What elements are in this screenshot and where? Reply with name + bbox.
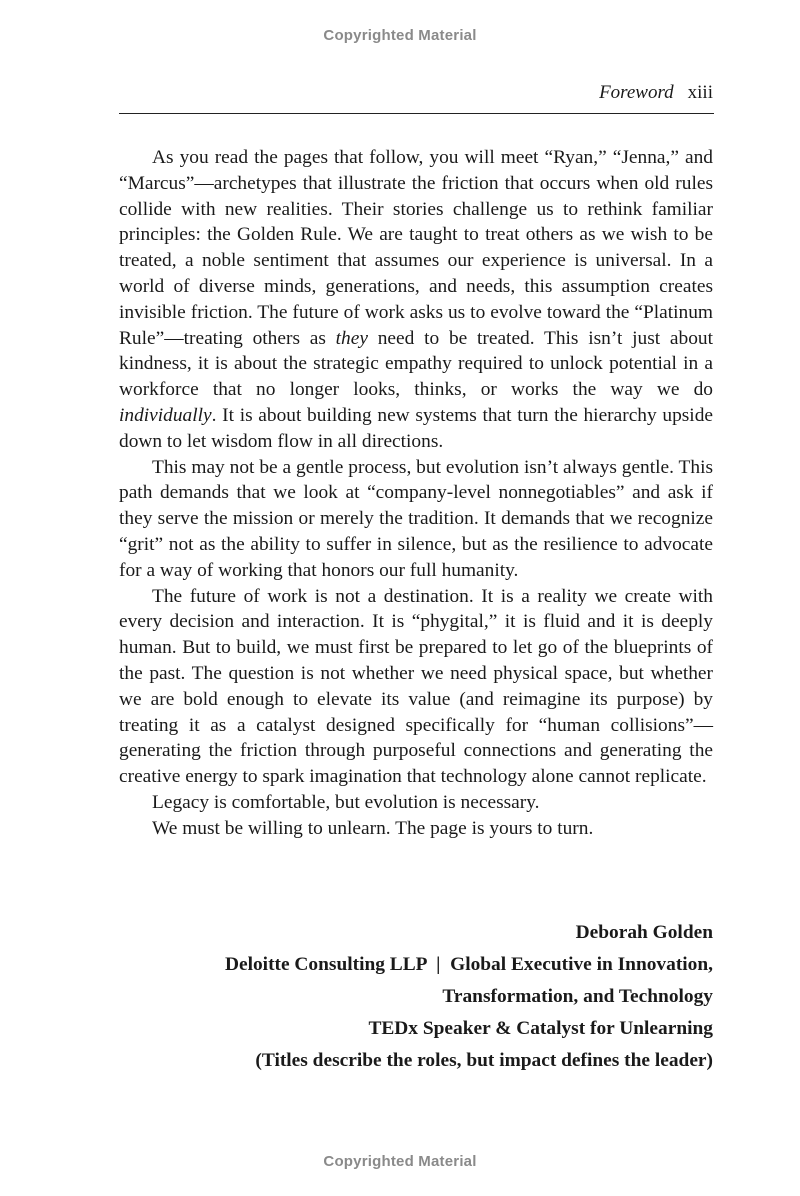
copyright-watermark-top: Copyrighted Material <box>323 27 477 44</box>
header-rule <box>119 113 714 114</box>
author-tagline: (Titles describe the roles, but impact defines the leader) <box>255 1050 713 1071</box>
foreword-body <box>119 145 713 842</box>
paragraph-1-emphasis-individually: individually <box>119 404 212 426</box>
author-affiliation-line-1: Deloitte Consulting LLP | Global Executive in Innovation, <box>224 954 713 975</box>
paragraph-4: Legacy is comfortable, but evolution is necessary. <box>152 791 540 813</box>
paragraph-1-text-c: . It is about building new systems that turn the hierarchy upside down to let wisdom flow in all directions. <box>119 404 713 452</box>
author-name: Deborah Golden <box>575 922 713 943</box>
copyright-watermark-bottom: Copyrighted Material <box>323 1153 477 1170</box>
page-number: xiii <box>687 82 713 103</box>
paragraph-1-emphasis-they: they <box>335 327 368 349</box>
paragraph-1-text-b: need to be treated. This isn’t just about kindness, it is about the strategic empathy required to unlock potential in a workforce that no longer looks, thinks, or works the way we do <box>119 327 713 401</box>
paragraph-1-text-a: As you read the pages that follow, you will meet “Ryan,” “Jenna,” and “Marcus”—archetypes that illustrate the friction that occurs when old rules collide with new realities. Their stories challenge us to rethink familiar principles: the Golden Rule. We are taught to treat others as we wish to be treated, a noble sentiment that assumes our experience is universal. In a world of diverse minds, generations, and needs, this assumption creates invisible friction. The future of work asks us to evolve toward the “Platinum Rule”—treating others as <box>119 147 713 349</box>
author-role: TEDx Speaker & Catalyst for Unlearning <box>368 1018 713 1039</box>
paragraph-5: We must be willing to unlearn. The page is yours to turn. <box>152 817 594 839</box>
paragraph-2: This may not be a gentle process, but evolution isn’t always gentle. This path demands that we look at “company-level nonnegotiables” and ask if they serve the mission or merely the tradition. It demands that we recognize “grit” not as the ability to suffer in silence, but as the resilience to advocate for a way of working that honors our full humanity. <box>119 456 713 581</box>
running-header <box>119 82 713 104</box>
signature-block <box>119 920 713 1080</box>
paragraph-3: The future of work is not a destination. It is a reality we create with every decision and interaction. It is “phygital,” it is fluid and it is deeply human. But to build, we must first be prepared to let go of the blueprints of the past. The question is not whether we need physical space, but whether we are bold enough to elevate its value (and reimagine its purpose) by treating it as a catalyst designed specifically for “human collisions”—generating the friction through purposeful connections and generating the creative energy to spark imagination that technology alone cannot replicate. <box>119 585 713 788</box>
section-title: Foreword <box>599 82 674 103</box>
author-affiliation-line-2: Transformation, and Technology <box>442 986 713 1007</box>
paragraph-1 <box>119 145 713 455</box>
